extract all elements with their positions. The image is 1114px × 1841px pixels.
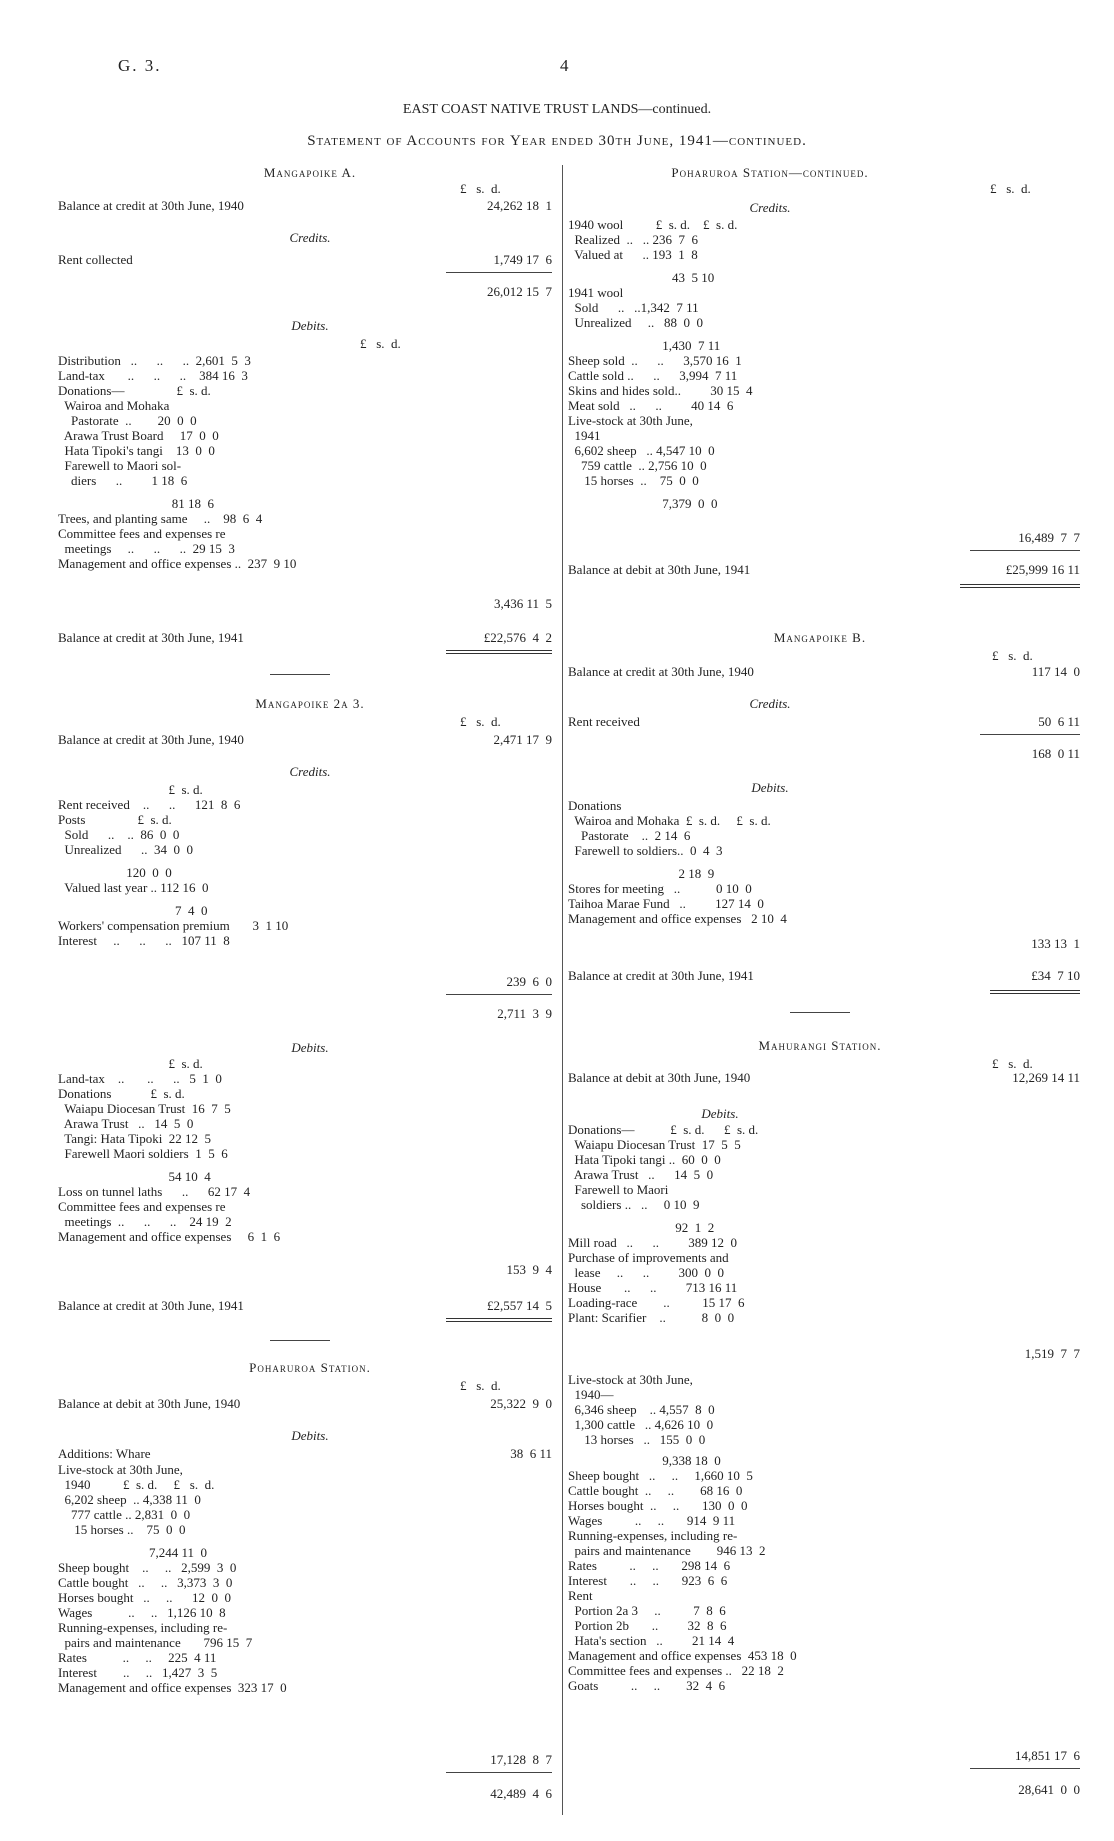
line: Sold .. ..1,342 7 11: [568, 300, 699, 315]
credit-lines: [58, 782, 288, 948]
credit-lines: [568, 217, 753, 511]
credits-total: 16,489 7 7: [1018, 530, 1080, 545]
line: Farewell to soldiers.. 0 4 3: [568, 843, 723, 858]
line: 7,244 11 0: [58, 1545, 208, 1560]
credits-heading: Credits.: [289, 230, 331, 245]
line: Horses bought .. .. 130 0 0: [568, 1498, 748, 1513]
line: Workers' compensation premium 3 1 10: [58, 918, 289, 933]
line: Rent: [568, 1588, 593, 1603]
opening-balance-label: Balance at credit at 30th June, 1940: [58, 732, 244, 747]
spacer: [568, 262, 753, 270]
line: Pastorate .. 2 14 6: [568, 828, 691, 843]
section-heading: Mahurangi Station.: [758, 1038, 882, 1053]
line: Tangi: Hata Tipoki 22 12 5: [58, 1131, 212, 1146]
document-subtitle: Statement of Accounts for Year ended 30th June, 1941—continued.: [307, 133, 807, 149]
line: 759 cattle .. 2,756 10 0: [568, 458, 707, 473]
line: Committee fees and expenses re: [58, 1199, 226, 1214]
debit-lines: [568, 798, 787, 926]
debits-heading: Debits.: [751, 780, 789, 795]
line: pairs and maintenance 796 15 7: [58, 1635, 253, 1650]
lsd-header: £ s. d.: [460, 1378, 501, 1393]
line: Interest .. .. 923 6 6: [568, 1573, 728, 1588]
line: Rates .. .. 225 4 11: [58, 1650, 217, 1665]
line: Trees, and planting same .. 98 6 4: [58, 511, 263, 526]
line: Arawa Trust .. 14 5 0: [568, 1167, 714, 1182]
line: Valued last year .. 112 16 0: [58, 880, 209, 895]
line: Interest .. .. 1,427 3 5: [58, 1665, 218, 1680]
section-separator: [270, 674, 330, 675]
debits-total: 3,436 11 5: [493, 596, 552, 611]
line: Mill road .. .. 389 12 0: [568, 1235, 737, 1250]
debits-total: 153 9 4: [506, 1262, 552, 1277]
rule: [446, 272, 552, 273]
line: Unrealized .. 34 0 0: [58, 842, 194, 857]
section-heading: Mangapoike 2a 3.: [255, 696, 365, 711]
line: House .. .. 713 16 11: [568, 1280, 738, 1295]
closing-balance-amount: £22,576 4 2: [483, 630, 552, 645]
debit-lines: [568, 1122, 758, 1325]
spacer: [568, 858, 787, 866]
line: Committee fees and expenses re: [58, 526, 226, 541]
line: Goats .. .. 32 4 6: [568, 1678, 726, 1693]
line: soldiers .. .. 0 10 9: [568, 1197, 700, 1212]
line: lease .. .. 300 0 0: [568, 1265, 724, 1280]
line: Donations— £ s. d. £ s. d.: [568, 1122, 759, 1137]
line: 6,346 sheep .. 4,557 8 0: [568, 1402, 715, 1417]
line: 15 horses .. 75 0 0: [58, 1522, 186, 1537]
opening-balance-label: Balance at debit at 30th June, 1940: [568, 1070, 751, 1085]
rent-amount: 1,749 17 6: [493, 252, 552, 267]
line: Land-tax .. .. .. 5 1 0: [58, 1071, 222, 1086]
lsd-header: £ s. d.: [460, 714, 501, 729]
line: Sold .. .. 86 0 0: [58, 827, 180, 842]
line: Cattle bought .. .. 3,373 3 0: [58, 1575, 233, 1590]
line: Live-stock at 30th June,: [58, 1462, 183, 1477]
spacer: [58, 895, 288, 903]
spacer: [568, 1212, 758, 1220]
line: Rent received .. .. 121 8 6: [58, 797, 241, 812]
line: 1941 wool: [568, 285, 624, 300]
double-rule: [960, 584, 1080, 588]
subtotal: 2,711 3 9: [497, 1006, 552, 1021]
spacer: [58, 1537, 287, 1545]
subtotal: 168 0 11: [1031, 746, 1080, 761]
final-total: 42,489 4 6: [490, 1786, 552, 1801]
line: Portion 2a 3 .. 7 8 6: [568, 1603, 726, 1618]
closing-balance-label: Balance at credit at 30th June, 1941: [58, 630, 244, 645]
spacer: [58, 488, 296, 496]
line: Arawa Trust .. 14 5 0: [58, 1116, 194, 1131]
subtotal: 26,012 15 7: [487, 284, 552, 299]
line: Farewell to Maori sol-: [58, 458, 182, 473]
lsd-header: £ s. d.: [460, 181, 501, 196]
rule: [970, 1768, 1080, 1769]
debits-total: 17,128 8 7: [490, 1752, 552, 1767]
double-rule: [990, 990, 1080, 994]
line: Wages .. .. 914 9 11: [568, 1513, 736, 1528]
debit-lines: [58, 1462, 287, 1695]
opening-balance-amount: 2,471 17 9: [493, 732, 552, 747]
line: Wairoa and Mohaka: [58, 398, 170, 413]
closing-balance-amount: £34 7 10: [1031, 968, 1080, 983]
rent-label: Rent collected: [58, 252, 133, 267]
line: meetings .. .. .. 24 19 2: [58, 1214, 232, 1229]
line: 1941: [568, 428, 601, 443]
line: Live-stock at 30th June,: [568, 413, 693, 428]
line: 81 18 6: [58, 496, 214, 511]
line: 6,602 sheep .. 4,547 10 0: [568, 443, 715, 458]
line: 1940—: [568, 1387, 614, 1402]
line: Wages .. .. 1,126 10 8: [58, 1605, 226, 1620]
line: meetings .. .. .. 29 15 3: [58, 541, 235, 556]
sub-total: 1,519 7 7: [1024, 1346, 1080, 1361]
line: Skins and hides sold.. 30 15 4: [568, 383, 753, 398]
section-heading: Mangapoike B.: [773, 630, 867, 645]
line: Management and office expenses 453 18 0: [568, 1648, 797, 1663]
line: 1,430 7 11: [568, 338, 721, 353]
line: Hata Tipoki's tangi 13 0 0: [58, 443, 215, 458]
debits-heading: Debits.: [701, 1106, 739, 1121]
debits-total: 133 13 1: [1031, 936, 1080, 951]
line: 13 horses .. 155 0 0: [568, 1432, 706, 1447]
line: Portion 2b .. 32 8 6: [568, 1618, 727, 1633]
additions-amount: 38 6 11: [510, 1446, 552, 1461]
line: Horses bought .. .. 12 0 0: [58, 1590, 231, 1605]
lsd-header: £ s. d.: [992, 648, 1033, 663]
rent-amount: 50 6 11: [1038, 714, 1080, 729]
line: Running-expenses, including re-: [58, 1620, 228, 1635]
page-number: 4: [560, 56, 571, 75]
line: Interest .. .. .. 107 11 8: [58, 933, 230, 948]
line: Pastorate .. 20 0 0: [58, 413, 197, 428]
lsd-header: £ s. d.: [360, 336, 401, 351]
line: Wairoa and Mohaka £ s. d. £ s. d.: [568, 813, 771, 828]
line: Cattle bought .. .. 68 16 0: [568, 1483, 743, 1498]
line: Farewell Maori soldiers 1 5 6: [58, 1146, 228, 1161]
debit-lines-2: [568, 1372, 797, 1693]
line: Management and office expenses 323 17 0: [58, 1680, 287, 1695]
line: Purchase of improvements and: [568, 1250, 729, 1265]
section-separator: [790, 1012, 850, 1013]
line: Unrealized .. 88 0 0: [568, 315, 704, 330]
line: Donations— £ s. d.: [58, 383, 211, 398]
line: Waiapu Diocesan Trust 17 5 5: [568, 1137, 741, 1152]
rule: [446, 1772, 552, 1773]
line: diers .. 1 18 6: [58, 473, 188, 488]
rule: [970, 550, 1080, 551]
line: £ s. d.: [58, 782, 203, 797]
closing-balance-label: Balance at debit at 30th June, 1941: [568, 562, 751, 577]
line: Sheep sold .. .. 3,570 16 1: [568, 353, 742, 368]
line: 1940 wool £ s. d. £ s. d.: [568, 217, 738, 232]
spacer: [568, 488, 753, 496]
line: Hata Tipoki tangi .. 60 0 0: [568, 1152, 721, 1167]
line: Loss on tunnel laths .. 62 17 4: [58, 1184, 251, 1199]
opening-balance-amount: 24,262 18 1: [487, 198, 552, 213]
line: Distribution .. .. .. 2,601 5 3: [58, 353, 251, 368]
opening-balance-amount: 25,322 9 0: [490, 1396, 552, 1411]
debits-heading: Debits.: [291, 318, 329, 333]
final-total: 28,641 0 0: [1018, 1782, 1080, 1797]
section-heading: Mangapoike A.: [263, 165, 357, 180]
document-title: EAST COAST NATIVE TRUST LANDS—continued.: [402, 102, 712, 117]
opening-balance-amount: 117 14 0: [1031, 664, 1080, 679]
line: 120 0 0: [58, 865, 172, 880]
line: Live-stock at 30th June,: [568, 1372, 693, 1387]
line: Taihoa Marae Fund .. 127 14 0: [568, 896, 764, 911]
line: Plant: Scarifier .. 8 0 0: [568, 1310, 735, 1325]
line: £ s. d.: [58, 1056, 203, 1071]
line: Management and office expenses 2 10 4: [568, 911, 787, 926]
line: Donations: [568, 798, 622, 813]
line: Committee fees and expenses .. 22 18 2: [568, 1663, 784, 1678]
line: Loading-race .. 15 17 6: [568, 1295, 745, 1310]
line: Stores for meeting .. 0 10 0: [568, 881, 752, 896]
double-rule: [446, 650, 552, 654]
closing-balance-amount: £2,557 14 5: [487, 1298, 552, 1313]
line: 7 4 0: [58, 903, 208, 918]
credits-total: 239 6 0: [506, 974, 552, 989]
section-heading: Poharuroa Station.: [249, 1360, 371, 1375]
debit-lines: [58, 1056, 280, 1244]
section-separator: [270, 1340, 330, 1341]
debits-heading: Debits.: [291, 1428, 329, 1443]
opening-balance-label: Balance at credit at 30th June, 1940: [58, 198, 244, 213]
line: Valued at .. 193 1 8: [568, 247, 698, 262]
opening-balance-label: Balance at debit at 30th June, 1940: [58, 1396, 241, 1411]
line: Sheep bought .. .. 1,660 10 5: [568, 1468, 753, 1483]
line: Sheep bought .. .. 2,599 3 0: [58, 1560, 237, 1575]
line: Cattle sold .. .. 3,994 7 11: [568, 368, 738, 383]
opening-balance-amount: 12,269 14 11: [1012, 1070, 1080, 1085]
line: Arawa Trust Board 17 0 0: [58, 428, 219, 443]
spacer: [568, 330, 753, 338]
opening-balance-label: Balance at credit at 30th June, 1940: [568, 664, 754, 679]
line: Rates .. .. 298 14 6: [568, 1558, 731, 1573]
credits-heading: Credits.: [749, 696, 791, 711]
line: 43 5 10: [568, 270, 715, 285]
line: 1,300 cattle .. 4,626 10 0: [568, 1417, 714, 1432]
spacer: [58, 857, 288, 865]
line: Waiapu Diocesan Trust 16 7 5: [58, 1101, 231, 1116]
debit-lines: [58, 353, 296, 571]
closing-balance-label: Balance at credit at 30th June, 1941: [568, 968, 754, 983]
closing-balance-label: Balance at credit at 30th June, 1941: [58, 1298, 244, 1313]
additions-label: Additions: Whare: [58, 1446, 151, 1461]
debits-total: 14,851 17 6: [1015, 1748, 1080, 1763]
line: pairs and maintenance 946 13 2: [568, 1543, 766, 1558]
rule: [446, 994, 552, 995]
closing-balance-amount: £25,999 16 11: [1005, 562, 1080, 577]
line: Management and office expenses .. 237 9 10: [58, 556, 297, 571]
line: Realized .. .. 236 7 6: [568, 232, 698, 247]
line: Donations £ s. d.: [58, 1086, 185, 1101]
line: 92 1 2: [568, 1220, 715, 1235]
section-heading: Poharuroa Station—continued.: [671, 165, 869, 180]
line: 54 10 4: [58, 1169, 211, 1184]
credits-heading: Credits.: [749, 200, 791, 215]
report-code: G. 3.: [118, 56, 162, 75]
line: 1940 £ s. d. £ s. d.: [58, 1477, 215, 1492]
line: Posts £ s. d.: [58, 812, 172, 827]
double-rule: [446, 1318, 552, 1322]
rent-label: Rent received: [568, 714, 640, 729]
line: 7,379 0 0: [568, 496, 718, 511]
column-divider: [562, 165, 563, 1815]
credits-heading: Credits.: [289, 764, 331, 779]
line: 9,338 18 0: [568, 1453, 721, 1468]
line: 6,202 sheep .. 4,338 11 0: [58, 1492, 201, 1507]
line: Hata's section .. 21 14 4: [568, 1633, 735, 1648]
line: Management and office expenses 6 1 6: [58, 1229, 281, 1244]
line: Farewell to Maori: [568, 1182, 669, 1197]
line: Meat sold .. .. 40 14 6: [568, 398, 734, 413]
lsd-header: £ s. d.: [992, 1056, 1033, 1071]
line: Running-expenses, including re-: [568, 1528, 738, 1543]
line: 2 18 9: [568, 866, 715, 881]
debits-heading: Debits.: [291, 1040, 329, 1055]
line: 777 cattle .. 2,831 0 0: [58, 1507, 191, 1522]
line: Land-tax .. .. .. 384 16 3: [58, 368, 248, 383]
lsd-header: £ s. d.: [990, 181, 1031, 196]
line: 15 horses .. 75 0 0: [568, 473, 699, 488]
rule: [980, 734, 1080, 735]
spacer: [58, 1161, 280, 1169]
